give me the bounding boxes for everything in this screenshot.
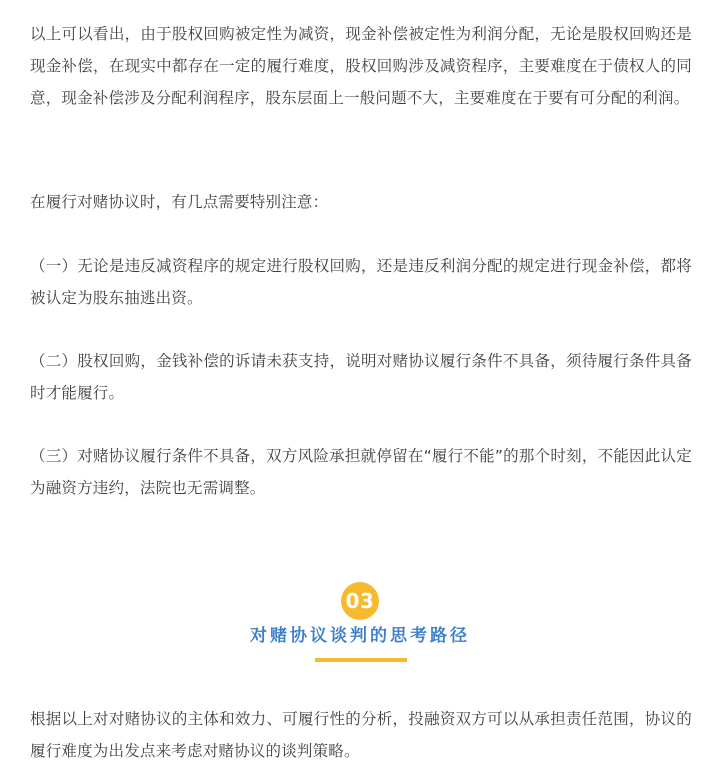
section-number-badge: 03 [341, 582, 379, 620]
paragraph-point-two: （二）股权回购，金钱补偿的诉请未获支持，说明对赌协议履行条件不具备，须待履行条件具备时才能履行。 [30, 352, 692, 402]
section-title: 对赌协议谈判的思考路径 [250, 626, 470, 646]
paragraph-point-one: （一）无论是违反减资程序的规定进行股权回购，还是违反利润分配的规定进行现金补偿，都将被认定为股东抽逃出资。 [30, 257, 692, 307]
paragraph-summary: 以上可以看出，由于股权回购被定性为减资，现金补偿被定性为利润分配，无论是股权回购还是现金补偿，在现实中都存在一定的履行难度，股权回购涉及减资程序，主要难度在于债权人的同意，现金补偿涉及分配利润程序，股东层面上一般问题不大，主要难度在于要有可分配的利润。 [30, 25, 692, 107]
section-underline [315, 658, 407, 662]
paragraph-point-three: （三）对赌协议履行条件不具备，双方风险承担就停留在“履行不能”的那个时刻，不能因此认定为融资方违约，法院也无需调整。 [30, 447, 692, 497]
paragraph-attention-intro: 在履行对赌协议时，有几点需要特别注意： [30, 193, 329, 211]
paragraph-negotiation-intro: 根据以上对对赌协议的主体和效力、可履行性的分析，投融资双方可以从承担责任范围，协议的履行难度为出发点来考虑对赌协议的谈判策略。 [30, 710, 692, 760]
